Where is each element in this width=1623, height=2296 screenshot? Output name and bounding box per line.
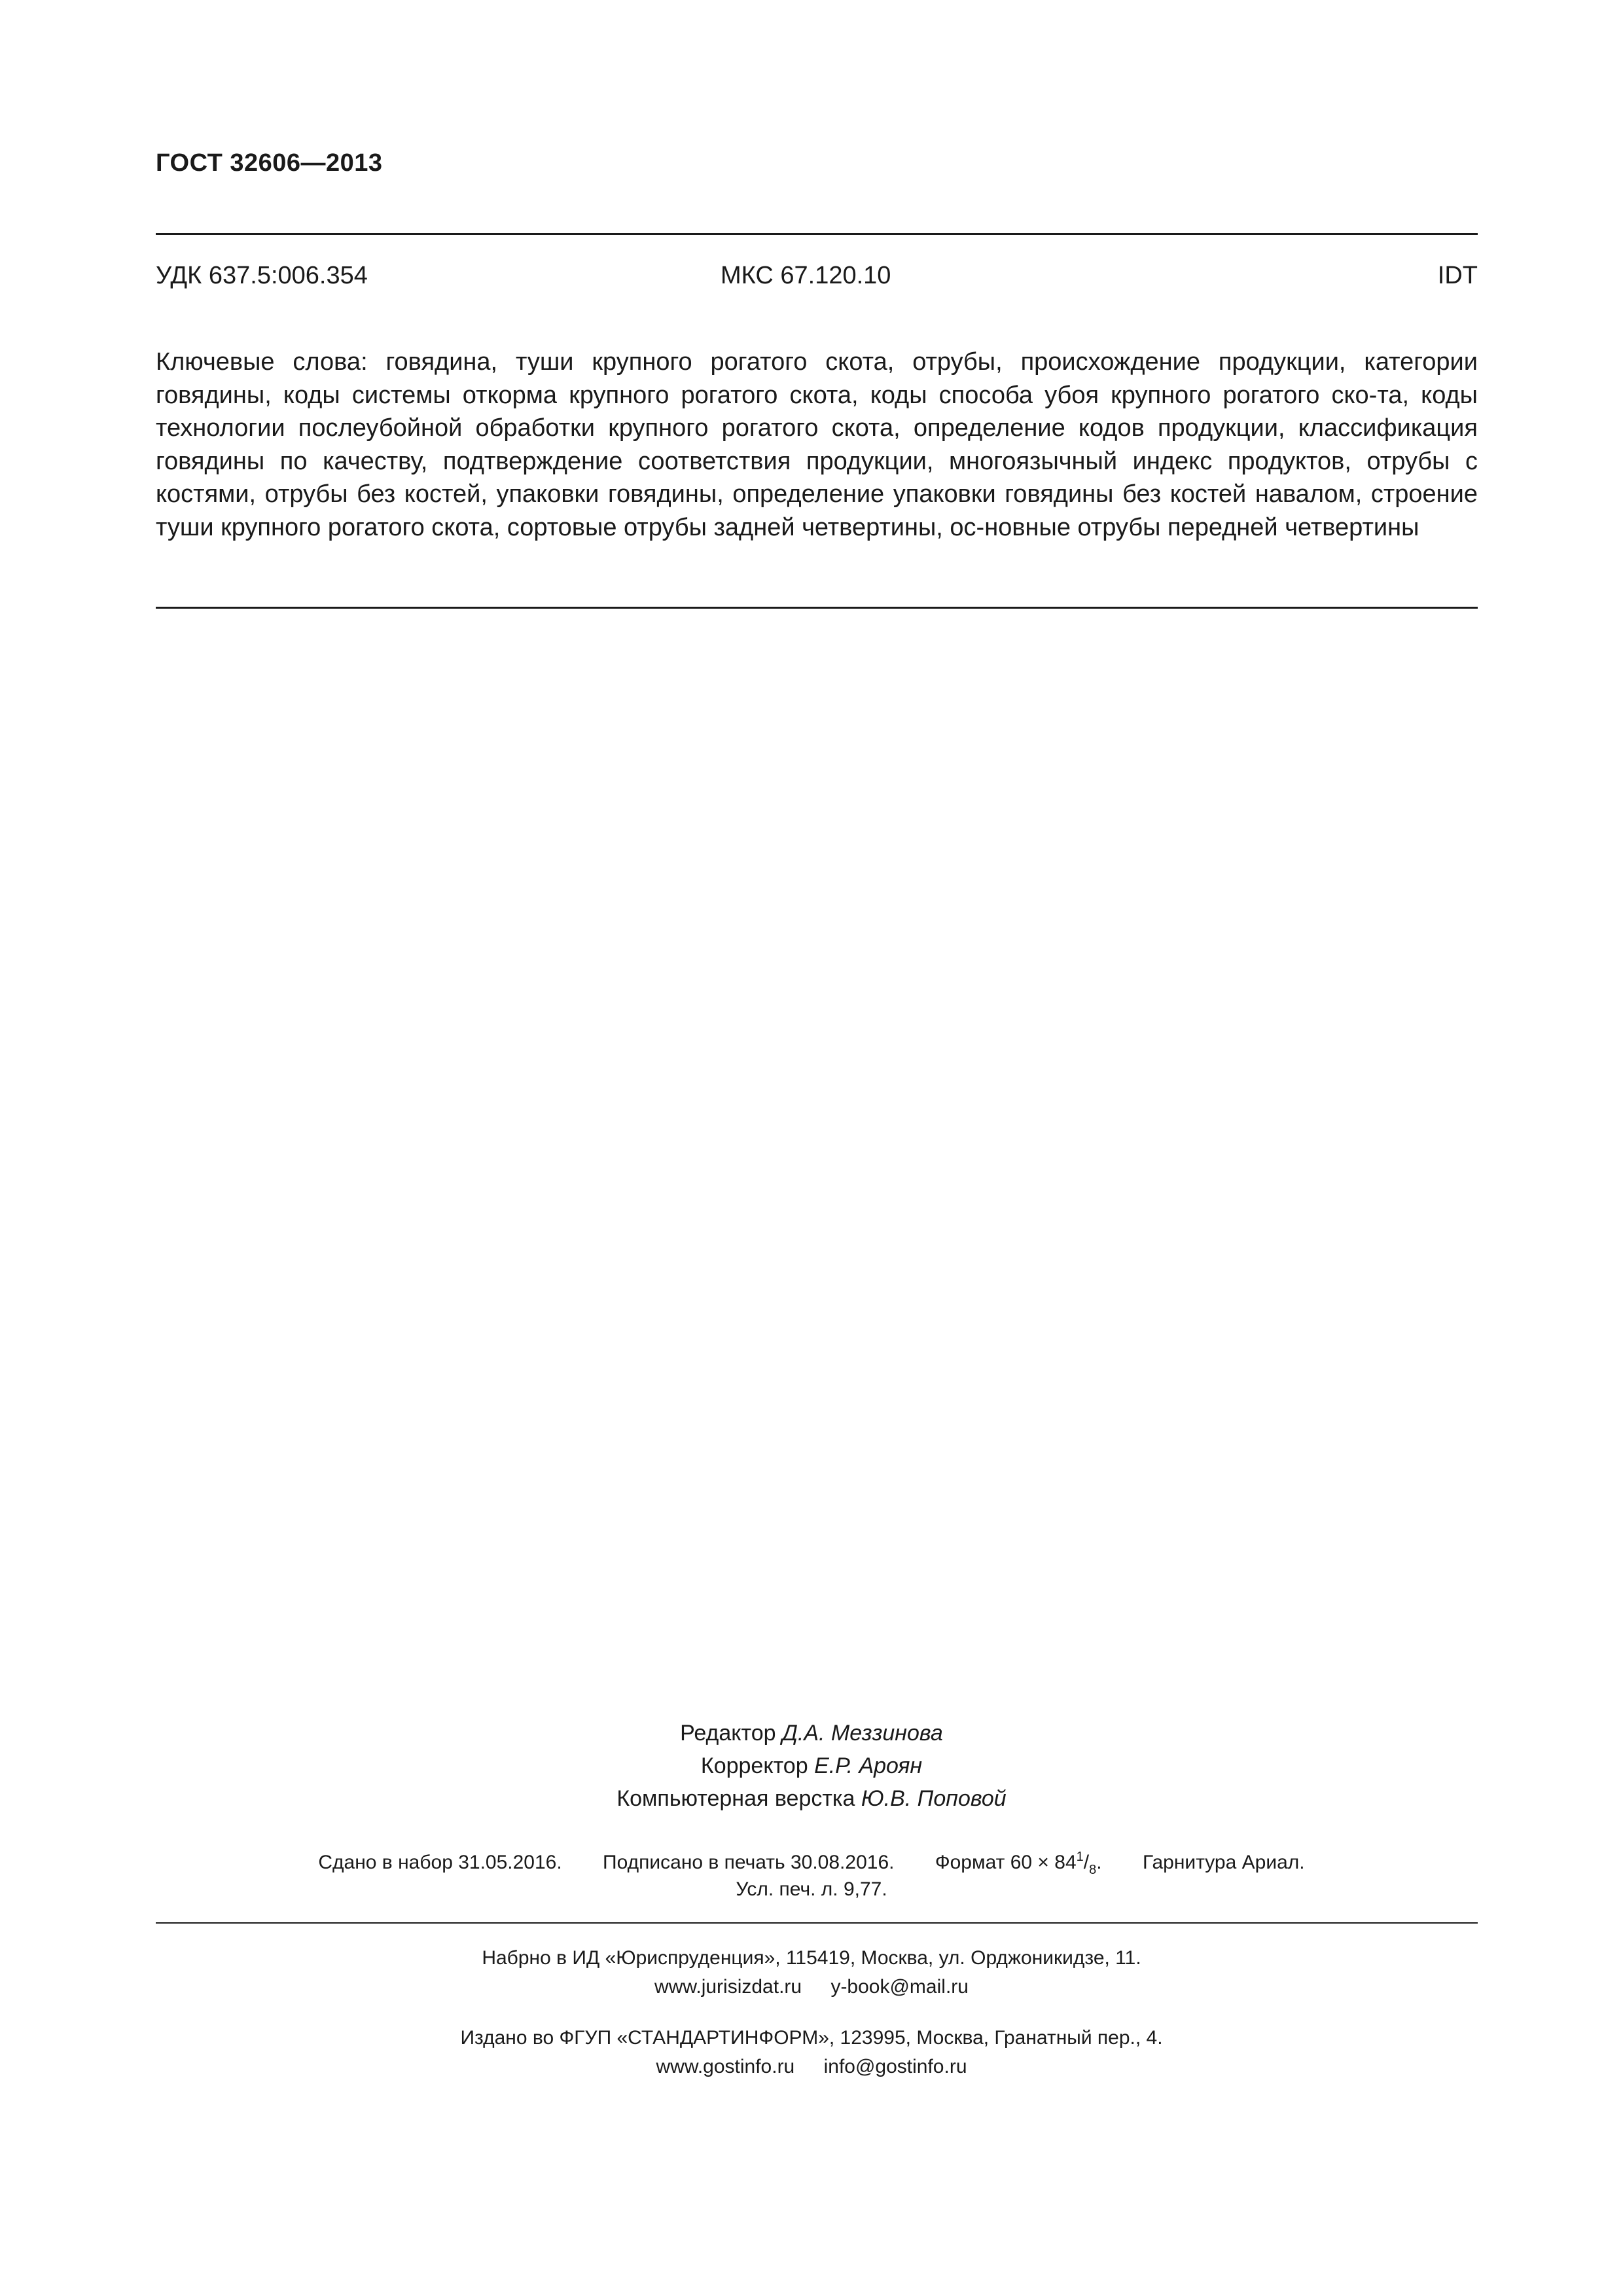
publisher-email: info@gostinfo.ru [823, 2056, 967, 2077]
format-suffix: . [1096, 1852, 1102, 1873]
editor-label: Редактор [680, 1721, 776, 1746]
imprint-divider [156, 1922, 1478, 1924]
editor-line [0, 1717, 1623, 1749]
editor-name: Д.А. Меззинова [781, 1721, 943, 1746]
publisher-website: www.gostinfo.ru [656, 2056, 795, 2077]
typesetter-address: Набрно в ИД «Юриспруденция», 115419, Москва, ул. Орджоникидзе, 11. [482, 1947, 1141, 1969]
typesetter-imprint [0, 1944, 1623, 2001]
keywords-paragraph: Ключевые слова: говядина, туши крупного рогатого скота, отрубы, происхождение продукции, категории говядины, коды системы откорма крупного рогатого скота, коды способа убоя крупного рогатого ско-та, коды технологии послеубойной обработки крупного рогатого скота, определение кодов продукции, классификация говядины по качеству, подтверждение соответствия продукции, многоязычный индекс продуктов, отрубы с костями, отрубы без костей, упаковки говядины, определение упаковки говядины без костей навалом, строение туши крупного рогатого скота, сортовые отрубы задней четвертины, ос-новные отрубы передней четвертины [156, 348, 1478, 541]
top-divider [156, 233, 1478, 235]
proofreader-name: Е.Р. Ароян [814, 1753, 923, 1778]
print-info-line [0, 1850, 1623, 1878]
mks-code: МКС 67.120.10 [721, 262, 891, 289]
printed-sheets: Усл. печ. л. 9,77. [736, 1878, 887, 1900]
paper-format [935, 1850, 1102, 1877]
typesetter-website: www.jurisizdat.ru [654, 1976, 802, 1998]
publisher-imprint [0, 2024, 1623, 2081]
typeface: Гарнитура Ариал. [1142, 1852, 1305, 1873]
proofreader-label: Корректор [700, 1753, 808, 1778]
typesetter-email: y-book@mail.ru [830, 1976, 969, 1998]
format-slash: / [1083, 1852, 1090, 1873]
classification-row [156, 262, 1478, 295]
keywords-divider [156, 607, 1478, 609]
staff-credits [0, 1717, 1623, 1815]
signed-date: Подписано в печать 30.08.2016. [603, 1852, 895, 1873]
format-denominator: 8 [1089, 1863, 1097, 1877]
format-prefix: Формат 60 × 84 [935, 1852, 1077, 1873]
layout-name: Ю.В. Поповой [861, 1786, 1007, 1811]
document-code: ГОСТ 32606—2013 [156, 149, 383, 177]
publisher-contacts [0, 2053, 1623, 2081]
typeset-date: Сдано в набор 31.05.2016. [318, 1852, 562, 1873]
format-numerator: 1 [1076, 1850, 1084, 1864]
layout-line [0, 1782, 1623, 1815]
udk-code: УДК 637.5:006.354 [156, 262, 368, 289]
typesetter-contacts [0, 1973, 1623, 2001]
layout-label: Компьютерная верстка [616, 1786, 855, 1811]
equivalence-code: IDT [1437, 262, 1478, 289]
publisher-address: Издано во ФГУП «СТАНДАРТИНФОРМ», 123995, Москва, Гранатный пер., 4. [460, 2027, 1163, 2049]
proofreader-line [0, 1749, 1623, 1782]
